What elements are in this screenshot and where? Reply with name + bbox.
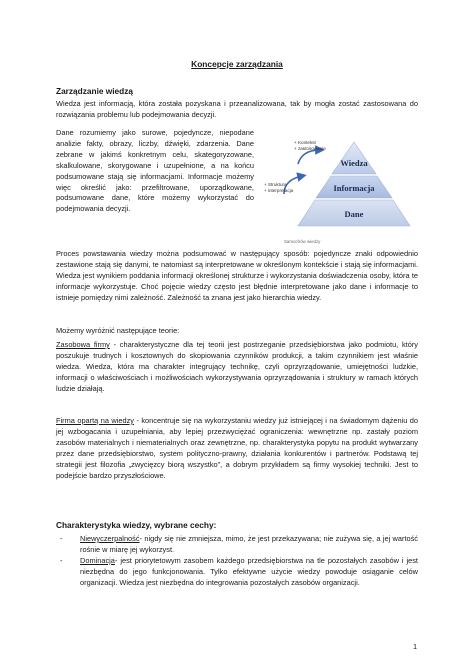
- list-item: [56, 534, 418, 556]
- bullet-dash: -: [60, 534, 63, 543]
- document-title: Koncepcje zarządzania: [191, 59, 283, 69]
- theory-resource-based: [56, 340, 418, 395]
- section-heading-knowledge-features: Charakterystyka wiedzy, wybrane cechy:: [56, 520, 217, 530]
- theory-resource-based-label: Zasobowa firmy: [56, 340, 110, 349]
- label-struktura: + Struktura: [264, 182, 287, 187]
- theory-knowledge-based-label: Firma opartą na wiedzy: [56, 416, 134, 425]
- arrow-to-wiedza-icon: [298, 150, 320, 164]
- features-list-container: [56, 534, 418, 589]
- feature-text: - jest priorytetowym zasobem każdego przedsiębiorstwa na tle pozostałych zasobów i jest niezbędna do jego funkcjonowania. Tylko efektywne użycie wiedzy powoduje osiąganie celów organizacji. Wiedza jest niezbędna do integrowania pozostałych zasobów organizacji.: [80, 555, 418, 587]
- pyramid-label-wiedza: Wiedza: [340, 158, 368, 168]
- page-number: 1: [413, 642, 418, 651]
- feature-label: Dominacja: [80, 555, 115, 565]
- bullet-dash: -: [60, 555, 63, 565]
- features-list: [56, 534, 418, 589]
- knowledge-pyramid-figure: [258, 136, 418, 246]
- data-paragraph: Dane rozumiemy jako surowe, pojedyncze, niepodane analizie fakty, obrazy, liczby, dźwięki, zdarzenia. Dane zebrane w jakimś konkretnym celu, skategoryzowane, skalkulowane, skorygowane i uzupełnione, a na końcu podsumowane stają się informacjami. Informacje możemy więc określić jako: przefiltrowane, uporządkowane, podsumowane dane, które możemy wykorzystać do podejmowania decyzji.: [56, 128, 254, 214]
- theory-knowledge-based-text: - koncentruje się na wykorzystaniu wiedzy już istniejącej i na świadomym dążeniu do jej wzbogacania i uzupełniania, aby lepiej przezwyciężać ograniczenia: wewnętrzne np. zastały poziom zasobów materialnych i niematerialnych oraz zewnętrzne, np. charakterystyka popytu na produkt wytwarzany przez dane przedsiębiorstwo, system polityczno-prawny, działania konkurentów i partnerów. Podstawą tej strategii jest filozofia „zwycięzcy biorą wszystko”, a dobrym przykładem są firmy wysokiej techniki. Jest to podejście bardzo przyszłościowe.: [56, 416, 419, 480]
- list-item: [56, 556, 418, 589]
- process-paragraph: Proces powstawania wiedzy można podsumować w następujący sposób: pojedyncze znaki odpowiednio zestawione stają się danymi, te natomiast są interpretowane w określonym kontekście i stają się informacjami. Wiedza jest wynikiem poddania informacji określonej strukturze i wykorzystania doświadczenia osoby, która te informacje wykorzystuje. Choć pojęcie wiedzy często jest błędnie interpretowane jako dane i informacje to istnieje pomiędzy nimi zależność. Zależność ta znana jest jako hierarchia wiedzy.: [56, 249, 418, 302]
- figure-caption: Samochów wiedzy: [284, 239, 321, 244]
- feature-text: - nigdy się nie zmniejsza, mimo, że jest przekazywana; nie zużywa się, a jej wartość rośnie w miarę jej wykorzyst.: [80, 534, 418, 554]
- pyramid-label-dane: Dane: [344, 209, 364, 219]
- section-heading-knowledge-management: Zarządzanie wiedzą: [56, 86, 134, 96]
- pyramid-label-informacja: Informacja: [333, 183, 375, 193]
- label-kontekst: + Kontekst: [294, 140, 316, 145]
- intro-paragraph: Wiedza jest informacją, która została pozyskana i przeanalizowana, tak by mogła zostać zastosowana do rozwiązania problemu lub podejmowania decyzji.: [56, 99, 418, 119]
- theory-knowledge-based: [56, 416, 418, 481]
- label-zastosowanie: + zastosowanie: [294, 146, 326, 151]
- feature-label: Niewyczerpalność: [80, 534, 140, 543]
- theories-intro: Możemy wyróżnić następujące teorie:: [56, 326, 180, 335]
- label-interpretacja: + interpretacja: [264, 188, 294, 193]
- theory-resource-based-text: - charakterystyczne dla tej teorii jest postrzeganie przedsiębiorstwa jako podmiotu, który poszukuje trudnych i kosztownych do skopiowania czynników produkcji, a takim czynnikiem jest właśnie wiedza. Wiedza, która ma charakter integrujący technikę, czyli oprzyrządowanie, umiejętności ludzkie, informacji o właściwościach i możliwościach wykorzystywania oprzyrządowania i struktury w ramach których ludzie działają.: [56, 340, 418, 393]
